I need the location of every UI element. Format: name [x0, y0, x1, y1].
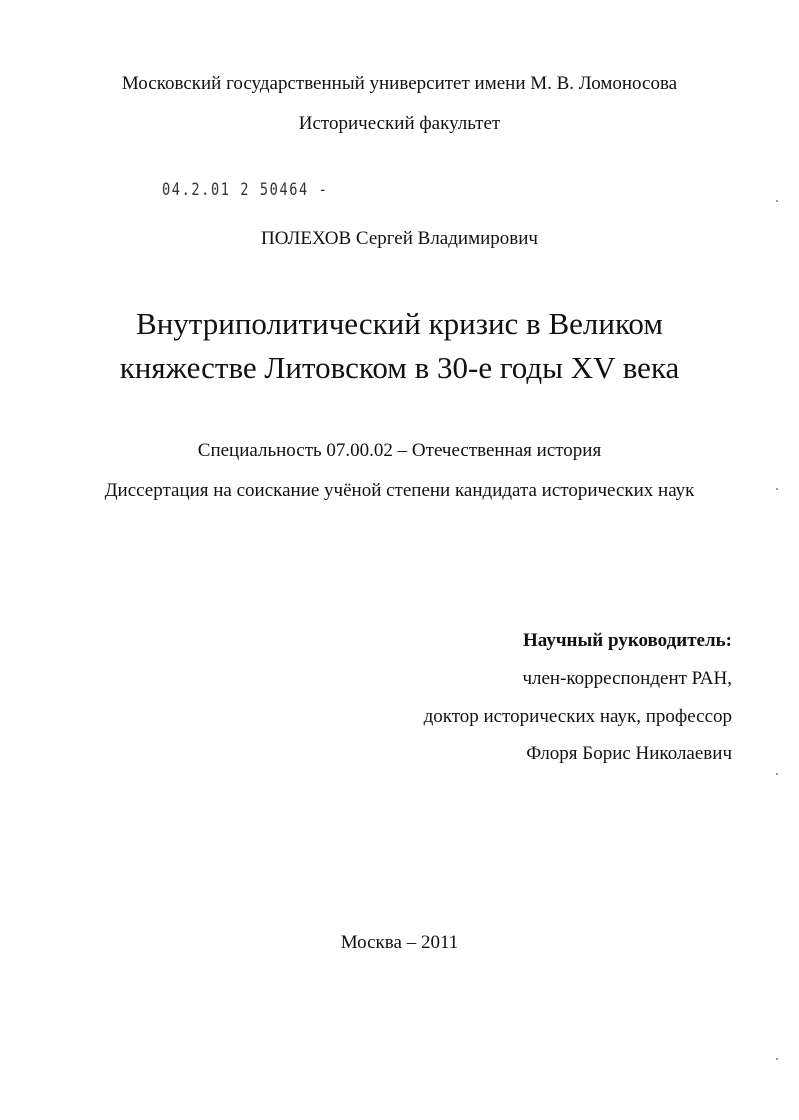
library-stamp-number: 04.2.01 2 50464 - [162, 180, 329, 200]
scan-speck [776, 200, 778, 202]
place-and-year: Москва – 2011 [340, 932, 459, 953]
title-line-1: Внутриполитический кризис в Великом [136, 306, 663, 341]
degree-statement: Диссертация на соискание учёной степени кандидата исторических наук [104, 480, 695, 501]
author-name: ПОЛЕХОВ Сергей Владимирович [261, 228, 538, 249]
scan-speck [776, 773, 778, 775]
advisor-name: Флоря Борис Николаевич [526, 743, 732, 764]
faculty-name: Исторический факультет [298, 113, 501, 134]
title-line-2: княжестве Литовском в 30-е годы XV века [119, 350, 680, 385]
specialty: Специальность 07.00.02 – Отечественная история [197, 440, 602, 461]
advisor-title-2: доктор исторических наук, профессор [423, 706, 732, 727]
advisor-title-1: член-корреспондент РАН, [522, 668, 732, 689]
scan-speck [776, 1058, 778, 1060]
scan-speck [776, 488, 778, 490]
university-name: Московский государственный университет имени М. В. Ломоносова [121, 73, 678, 94]
advisor-heading: Научный руководитель: [523, 630, 732, 651]
